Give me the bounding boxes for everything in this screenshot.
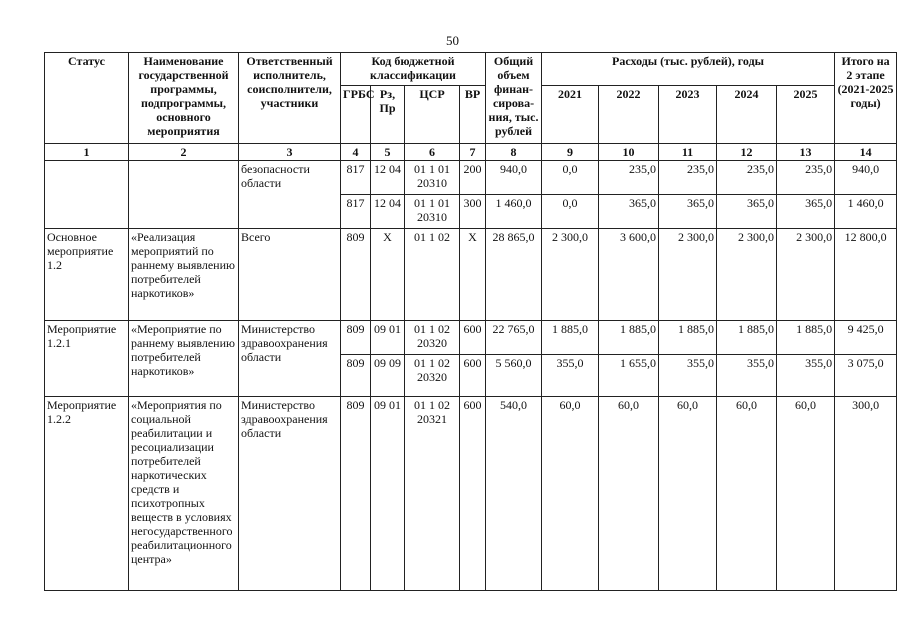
stage-total-cell: 1 460,0 — [835, 195, 897, 229]
year-2025-cell: 355,0 — [777, 355, 835, 397]
total-cell: 28 865,0 — [486, 229, 542, 321]
table-row — [45, 397, 897, 591]
name-cell: «Мероприятие по раннему выявлению потребителей наркотиков» — [129, 321, 239, 397]
year-2023-cell: 60,0 — [659, 397, 717, 591]
year-2021-cell: 0,0 — [542, 195, 599, 229]
csr-cell: 01 1 02 20321 — [405, 397, 460, 591]
year-2022-cell: 1 885,0 — [599, 321, 659, 355]
table-row — [45, 229, 897, 321]
year-2021-cell: 355,0 — [542, 355, 599, 397]
rzpr-cell: 12 04 — [371, 161, 405, 195]
year-2024-cell: 1 885,0 — [717, 321, 777, 355]
csr-cell: 01 1 02 20320 — [405, 355, 460, 397]
header-budget-code: Код бюджетной классификации — [341, 53, 486, 86]
column-number: 5 — [371, 144, 405, 161]
column-number: 10 — [599, 144, 659, 161]
year-2025-cell: 365,0 — [777, 195, 835, 229]
status-cell: Мероприятие 1.2.1 — [45, 321, 129, 397]
year-2023-cell: 365,0 — [659, 195, 717, 229]
rzpr-cell: 09 09 — [371, 355, 405, 397]
year-2024-cell: 235,0 — [717, 161, 777, 195]
year-2025-cell: 60,0 — [777, 397, 835, 591]
grbs-cell: 809 — [341, 397, 371, 591]
column-number: 4 — [341, 144, 371, 161]
header-year-2025: 2025 — [777, 86, 835, 144]
grbs-cell: 817 — [341, 161, 371, 195]
year-2022-cell: 3 600,0 — [599, 229, 659, 321]
name-cell — [129, 161, 239, 229]
header-stage-total: Итого на 2 этапе (2021-2025 годы) — [835, 53, 897, 144]
header-vr: ВР — [460, 86, 486, 144]
header-csr: ЦСР — [405, 86, 460, 144]
name-cell: «Мероприятия по социальной реабилитации и ресоциализации потребителей наркотических средств и психотропных веществ в условиях негосударственного реабилитационного центра» — [129, 397, 239, 591]
header-rzpr: Рз, Пр — [371, 86, 405, 144]
grbs-cell: 809 — [341, 229, 371, 321]
executor-cell: безопасности области — [239, 161, 341, 229]
year-2023-cell: 1 885,0 — [659, 321, 717, 355]
header-status: Статус — [45, 53, 129, 144]
year-2024-cell: 60,0 — [717, 397, 777, 591]
year-2021-cell: 2 300,0 — [542, 229, 599, 321]
rzpr-cell: Х — [371, 229, 405, 321]
year-2022-cell: 235,0 — [599, 161, 659, 195]
column-number: 11 — [659, 144, 717, 161]
header-year-2024: 2024 — [717, 86, 777, 144]
total-cell: 22 765,0 — [486, 321, 542, 355]
executor-cell: Министерство здравоохранения области — [239, 321, 341, 397]
table-row — [45, 161, 897, 195]
column-number-row — [45, 144, 897, 161]
rzpr-cell: 09 01 — [371, 397, 405, 591]
csr-cell: 01 1 02 — [405, 229, 460, 321]
csr-cell: 01 1 01 20310 — [405, 161, 460, 195]
total-cell: 1 460,0 — [486, 195, 542, 229]
name-cell: «Реализация мероприятий по раннему выявлению потребителей наркотиков» — [129, 229, 239, 321]
column-number: 6 — [405, 144, 460, 161]
year-2025-cell: 1 885,0 — [777, 321, 835, 355]
vr-cell: 600 — [460, 397, 486, 591]
stage-total-cell: 300,0 — [835, 397, 897, 591]
column-number: 8 — [486, 144, 542, 161]
header-total-volume: Общий объем финан-сирова-ния, тыс. рублей — [486, 53, 542, 144]
column-number: 2 — [129, 144, 239, 161]
column-number: 12 — [717, 144, 777, 161]
grbs-cell: 817 — [341, 195, 371, 229]
vr-cell: 600 — [460, 321, 486, 355]
year-2025-cell: 2 300,0 — [777, 229, 835, 321]
vr-cell: 600 — [460, 355, 486, 397]
column-number: 3 — [239, 144, 341, 161]
header-name: Наименование государственной программы, подпрограммы, основного мероприятия — [129, 53, 239, 144]
header-year-2022: 2022 — [599, 86, 659, 144]
budget-table — [44, 52, 897, 591]
executor-cell: Министерство здравоохранения области — [239, 397, 341, 591]
vr-cell: 300 — [460, 195, 486, 229]
year-2022-cell: 365,0 — [599, 195, 659, 229]
column-number: 13 — [777, 144, 835, 161]
csr-cell: 01 1 02 20320 — [405, 321, 460, 355]
total-cell: 5 560,0 — [486, 355, 542, 397]
year-2024-cell: 2 300,0 — [717, 229, 777, 321]
status-cell: Основное мероприятие 1.2 — [45, 229, 129, 321]
status-cell: Мероприятие 1.2.2 — [45, 397, 129, 591]
year-2024-cell: 365,0 — [717, 195, 777, 229]
year-2022-cell: 1 655,0 — [599, 355, 659, 397]
year-2025-cell: 235,0 — [777, 161, 835, 195]
year-2021-cell: 1 885,0 — [542, 321, 599, 355]
year-2021-cell: 0,0 — [542, 161, 599, 195]
column-number: 14 — [835, 144, 897, 161]
rzpr-cell: 09 01 — [371, 321, 405, 355]
column-number: 1 — [45, 144, 129, 161]
rzpr-cell: 12 04 — [371, 195, 405, 229]
page-number: 50 — [446, 33, 459, 48]
year-2024-cell: 355,0 — [717, 355, 777, 397]
stage-total-cell: 12 800,0 — [835, 229, 897, 321]
stage-total-cell: 9 425,0 — [835, 321, 897, 355]
status-cell — [45, 161, 129, 229]
year-2023-cell: 355,0 — [659, 355, 717, 397]
stage-total-cell: 940,0 — [835, 161, 897, 195]
total-cell: 540,0 — [486, 397, 542, 591]
column-number: 7 — [460, 144, 486, 161]
header-executor: Ответственный исполнитель, соисполнители, участники — [239, 53, 341, 144]
csr-cell: 01 1 01 20310 — [405, 195, 460, 229]
executor-cell: Всего — [239, 229, 341, 321]
header-expenses: Расходы (тыс. рублей), годы — [542, 53, 835, 86]
vr-cell: Х — [460, 229, 486, 321]
year-2023-cell: 2 300,0 — [659, 229, 717, 321]
header-year-2021: 2021 — [542, 86, 599, 144]
grbs-cell: 809 — [341, 321, 371, 355]
header-year-2023: 2023 — [659, 86, 717, 144]
table-row — [45, 321, 897, 355]
year-2022-cell: 60,0 — [599, 397, 659, 591]
stage-total-cell: 3 075,0 — [835, 355, 897, 397]
year-2023-cell: 235,0 — [659, 161, 717, 195]
header-grbs: ГРБС — [341, 86, 371, 144]
vr-cell: 200 — [460, 161, 486, 195]
year-2021-cell: 60,0 — [542, 397, 599, 591]
column-number: 9 — [542, 144, 599, 161]
total-cell: 940,0 — [486, 161, 542, 195]
grbs-cell: 809 — [341, 355, 371, 397]
